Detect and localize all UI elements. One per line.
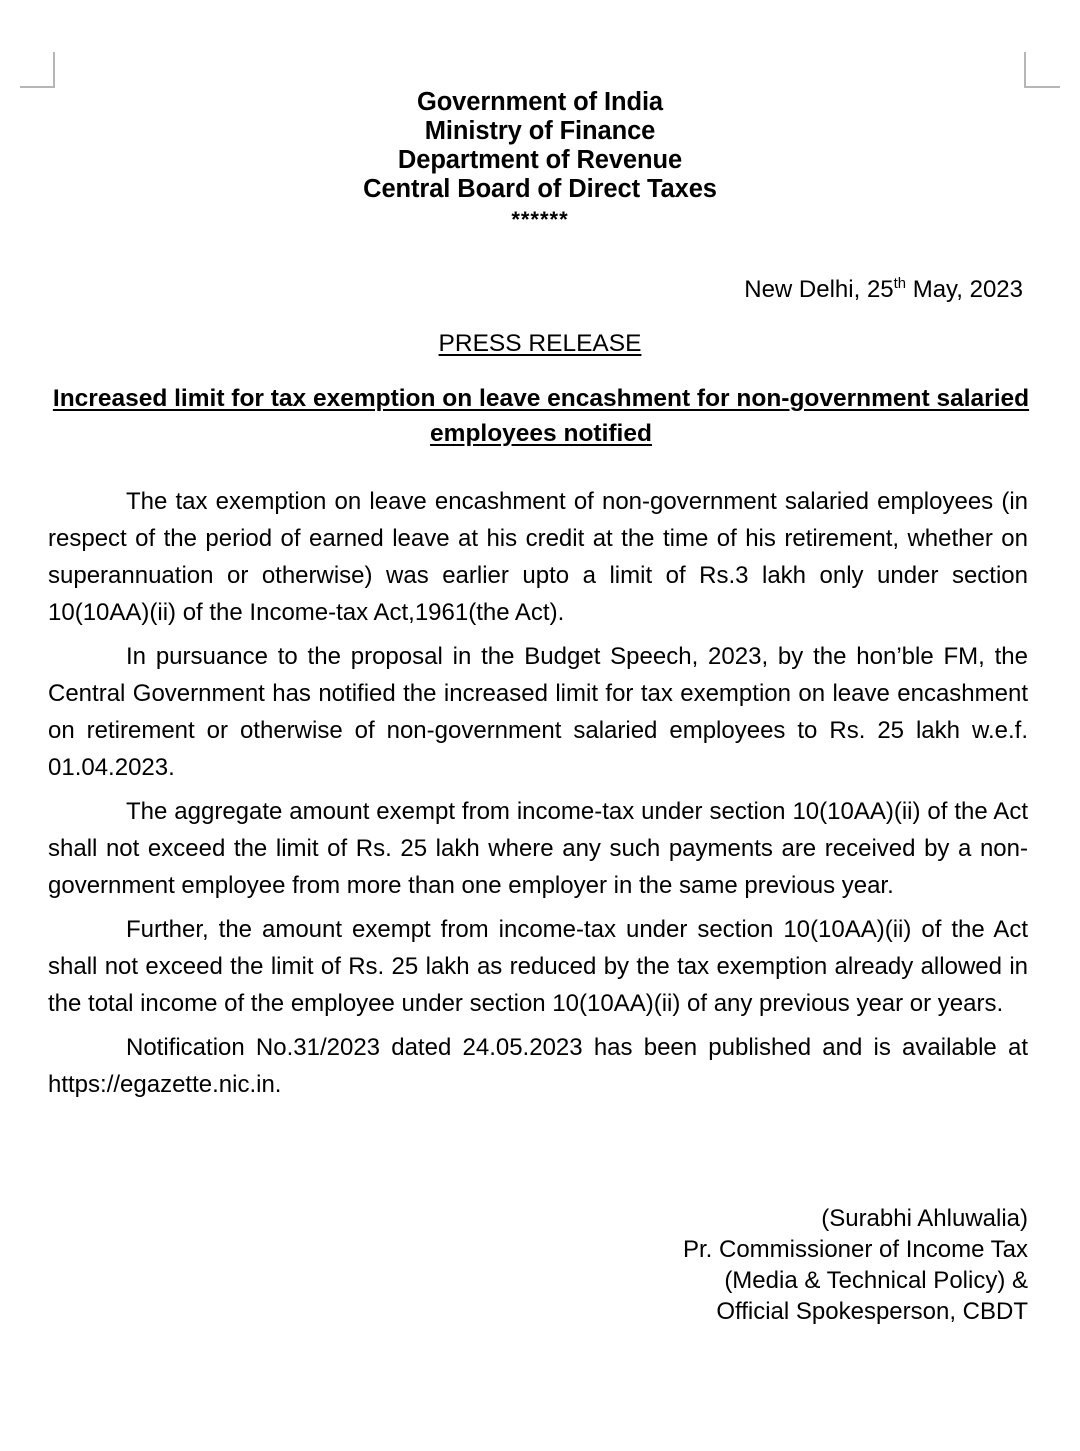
paragraph-notification-reference: Notification No.31/2023 dated 24.05.2023 has been published and is available at https://egazette.nic.in. <box>48 1034 1028 1098</box>
signatory-role: Official Spokesperson, CBDT <box>716 1298 1028 1325</box>
dateline-month-year: May, 2023 <box>906 276 1023 303</box>
crop-mark-vertical-rule <box>53 52 55 88</box>
page-title <box>52 381 1030 451</box>
signatory-name: (Surabhi Ahluwalia) <box>821 1205 1028 1232</box>
paragraph-budget-speech-notification: In pursuance to the proposal in the Budget Speech, 2023, by the hon’ble FM, the Central Government has notified the increased limit for tax exemption on leave encashment on retirement or otherwise of non-government salaried employees to Rs. 25 lakh w.e.f. 01.04.2023. <box>48 643 1028 781</box>
letterhead-line-board: Central Board of Direct Taxes <box>363 175 717 203</box>
letterhead-line-department: Department of Revenue <box>397 146 683 174</box>
dateline-place-and-day: New Delhi, 25 <box>744 276 894 303</box>
crop-mark-top-left-icon <box>20 52 56 90</box>
paragraph-reduced-by-prior-exemption: Further, the amount exempt from income-tax under section 10(10AA)(ii) of the Act shall not exceed the limit of Rs. 25 lakh as reduced by the tax exemption already allowed in the total income of the employee under section 10(10AA)(ii) of any previous year or years. <box>48 916 1028 1017</box>
body-content <box>48 483 1028 1103</box>
press-release-label <box>48 328 1032 360</box>
signatory-division: (Media & Technical Policy) & <box>724 1267 1028 1294</box>
letterhead <box>48 88 1032 234</box>
press-release-label-text: PRESS RELEASE <box>438 330 642 357</box>
paragraph-existing-exemption: The tax exemption on leave encashment of non-government salaried employees (in respect of the period of earned leave at his credit at the time of his retirement, whether on superannuation or otherwise) was earlier upto a limit of Rs.3 lakh only under section 10(10AA)(ii) of the Income-tax Act,1961(the Act). <box>48 488 1028 626</box>
letterhead-line-ministry: Ministry of Finance <box>424 117 656 145</box>
dateline-ordinal-suffix: th <box>893 276 907 292</box>
crop-mark-vertical-rule <box>1024 52 1026 88</box>
signature-block <box>48 1203 1028 1327</box>
page-title-text: Increased limit for tax exemption on leave encashment for non-government salaried employees notified <box>52 385 1030 447</box>
letterhead-separator: ****** <box>511 207 569 232</box>
letterhead-line-government: Government of India <box>416 88 664 116</box>
signatory-designation: Pr. Commissioner of Income Tax <box>682 1236 1028 1263</box>
crop-mark-top-right-icon <box>1022 52 1060 90</box>
paragraph-aggregate-limit: The aggregate amount exempt from income-tax under section 10(10AA)(ii) of the Act shall not exceed the limit of Rs. 25 lakh where any such payments are received by a non-government employee from more than one employer in the same previous year. <box>48 798 1028 899</box>
dateline <box>48 275 1023 305</box>
